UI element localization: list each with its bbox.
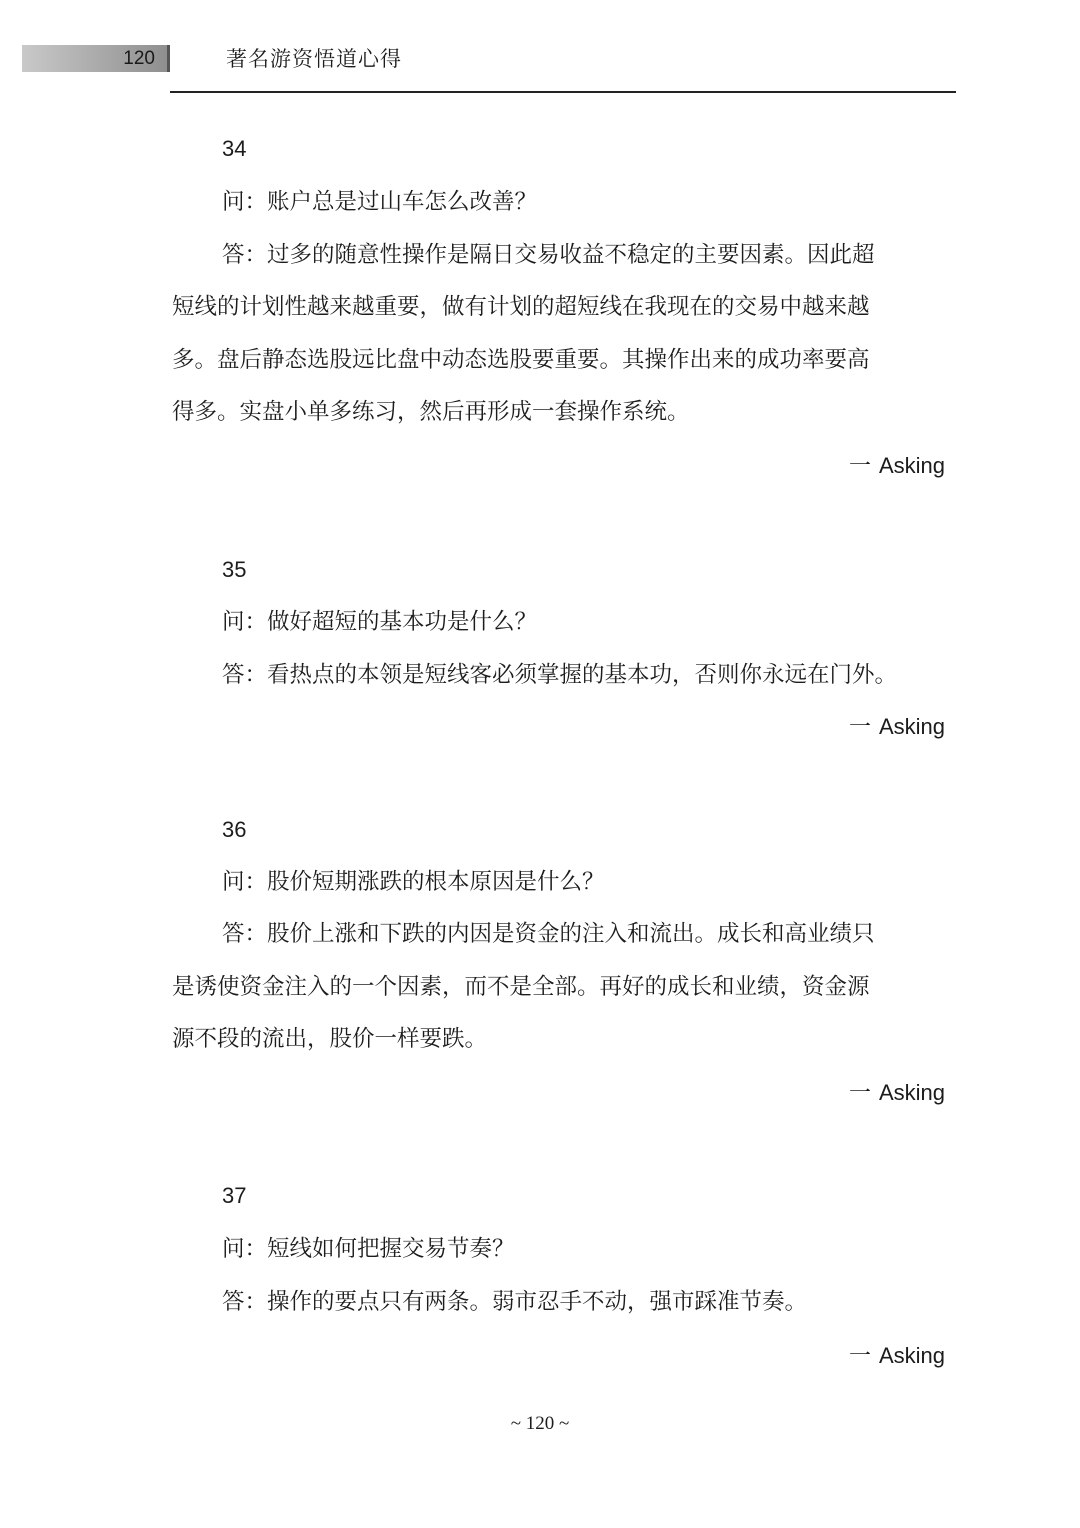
signature-dash: 一 [848, 714, 871, 739]
answer-line: 答：看热点的本领是短线客必须掌握的基本功，否则你永远在门外。 [222, 662, 898, 688]
answer-line: 多。盘后静态选股远比盘中动态选股要重要。其操作出来的成功率要高 [172, 347, 870, 373]
answer-line: 得多。实盘小单多练习，然后再形成一套操作系统。 [172, 399, 690, 425]
question-text: 问：短线如何把握交易节奏？ [222, 1236, 515, 1262]
signature [849, 1341, 945, 1371]
signature [849, 712, 945, 742]
answer-line: 答：过多的随意性操作是隔日交易收益不稳定的主要因素。因此超 [222, 242, 875, 268]
header-rule [170, 91, 956, 93]
question-text: 问：账户总是过山车怎么改善？ [222, 189, 538, 215]
entry-number: 36 [222, 817, 247, 842]
page-number-tab: 120 [22, 45, 170, 72]
answer-line: 答：股价上涨和下跌的内因是资金的注入和流出。成长和高业绩只 [222, 921, 875, 947]
running-title: 著名游资悟道心得 [226, 47, 402, 71]
page-footer-number: ~ 120 ~ [510, 1413, 570, 1434]
entry-number: 34 [222, 136, 247, 161]
signature-dash: 一 [848, 453, 871, 478]
answer-line: 是诱使资金注入的一个因素，而不是全部。再好的成长和业绩，资金源 [172, 974, 870, 1000]
signature-name: Asking [878, 1080, 945, 1105]
answer-line: 短线的计划性越来越重要，做有计划的超短线在我现在的交易中越来越 [172, 294, 870, 320]
signature-name: Asking [878, 714, 945, 739]
signature-name: Asking [878, 1343, 945, 1368]
signature-name: Asking [878, 453, 945, 478]
entry-number: 37 [222, 1183, 247, 1208]
signature [849, 1078, 945, 1108]
question-text: 问：做好超短的基本功是什么？ [222, 609, 538, 635]
signature-dash: 一 [848, 1343, 871, 1368]
entry-number: 35 [222, 557, 247, 582]
answer-line: 答：操作的要点只有两条。弱市忍手不动，强市踩准节奏。 [222, 1289, 808, 1315]
answer-line: 源不段的流出，股价一样要跌。 [172, 1026, 488, 1052]
question-text: 问：股价短期涨跌的根本原因是什么？ [222, 869, 605, 895]
signature [849, 451, 945, 481]
signature-dash: 一 [848, 1080, 871, 1105]
